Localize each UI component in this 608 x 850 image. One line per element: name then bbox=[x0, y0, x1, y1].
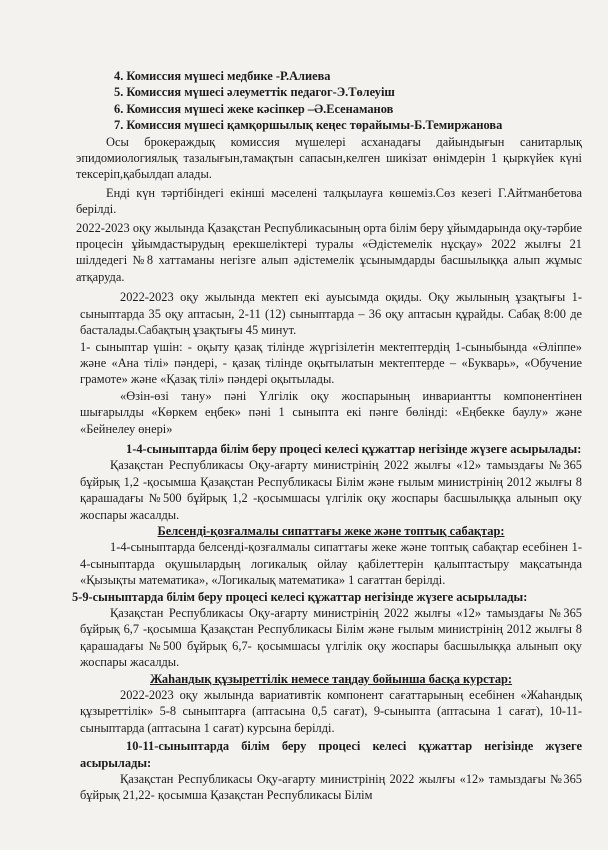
heading-global-competence: Жаһандық құзыреттілік немесе таңдау бойынша басқа курстар: bbox=[149, 671, 513, 686]
paragraph-self-knowledge: «Өзін-өзі тану» пәні Үлгілік оқу жоспарының инвариантты компонентінен шығарылды «Көркем еңбек» пәні 1 сыныпта екі пәнге бөлінді: «Еңбекке баулу» және «Бейнелеу өнері» bbox=[80, 388, 582, 436]
commission-line-7: 7. Комиссия мүшесі қамқоршылық кеңес төрайымы-Б.Темиржанова bbox=[114, 118, 503, 133]
paragraph-active-lessons: 1-4-сыныптарда белсенді-қозғалмалы сипаттағы жеке және топтық сабақтар есебінен 1-4-сыныптарда оқушылардың логикалық ойлау қабілеттерін қалыптастыру мақсатында «Қызықты математика», «Логикалық математика» 1 сағаттан берілді. bbox=[80, 540, 582, 588]
paragraph-methodical: 2022-2023 оқу жылында Қазақстан Республикасының орта білім беру ұйымдарында оқу-тәрбие процесін ұйымдастырудың ерекшеліктері туралы «Әдістемелік нұсқау» 2022 жылғы 21 шілдедегі №8 хаттаманы негізге алып әдістемелік ұсынымдарды басшылыққа алып жұмыс атқаруда. bbox=[76, 220, 582, 284]
heading-grades-5-9: 5-9-сыныптарда білім беру процесі келесі құжаттар негізінде жүзеге асырылады: bbox=[72, 589, 528, 604]
heading-active-lessons: Белсенді-қозғалмалы сипаттағы жеке және топтық сабақтар: bbox=[157, 523, 505, 538]
paragraph-grade1: 1- сыныптар үшін: - оқыту қазақ тілінде жүргізілетін мектептердің 1-сыныбында «Әліппе» және «Ана тілі» пәндері, - қазақ тілінде оқытылатын мектептерде – «Букварь», «Обучение грамоте» және «Қазақ тілі» пәндері оқытылады. bbox=[80, 339, 582, 387]
paragraph-order-5-9: Қазақстан Республикасы Оқу-ағарту министрінің 2022 жылғы «12» тамыздағы №365 бұйрық 6,7 -қосымша Қазақстан Республикасы Білім және ғылым министрінің 2012 жылғы 8 қарашадағы №500 бұйрық 6,7- қосымшасы үлгілік оқу жоспары басшылыққа алынып оқу жоспары жасалды. bbox=[80, 606, 582, 670]
paragraph-global-competence: 2022-2023 оқу жылында вариативтік компонент сағаттарының есебінен «Жаһандық құзыреттілік» 5-8 сыныптарға (аптасына 0,5 сағат), 9-сыныпта (аптасына 1 сағат), 10-11-сыныптарда (аптасына 1 сағат) курсына берілді. bbox=[80, 688, 582, 735]
commission-line-5: 5. Комиссия мүшесі әлеуметтік педагог-Э.Төлеуіш bbox=[114, 85, 395, 100]
commission-line-4: 4. Комиссия мүшесі медбике -Р.Алиева bbox=[114, 69, 331, 83]
heading-grades-1-4: 1-4-сыныптарда білім беру процесі келесі құжаттар негізінде жүзеге асырылады: bbox=[126, 441, 582, 456]
paragraph-shifts: 2022-2023 оқу жылында мектеп екі ауысымда оқиды. Оқу жылының ұзақтығы 1-сыныптарда 35 оқу аптасын, 2-11 (12) сыныптарда – 36 оқу аптасын құрайды. Сабақ 8:00 де басталады.Сабақтың ұзақтығы 45 минут. bbox=[80, 290, 582, 338]
paragraph-order-10-11: Қазақстан Республикасы Оқу-ағарту министрінің 2022 жылғы «12» тамыздағы №365 бұйрық 21,22- қосымша Қазақстан Республикасы Білім bbox=[80, 772, 582, 803]
paragraph-order-1-4: Қазақстан Республикасы Оқу-ағарту министрінің 2022 жылғы «12» тамыздағы №365 бұйрық 1,2 -қосымша Қазақстан Республикасы Білім және ғылым министрінің 2012 жылғы 8 қарашадағы №500 бұйрық 1,2 -қосымшасы үлгілік оқу жоспары басшылыққа алынып оқу жоспары жасалды. bbox=[80, 458, 582, 522]
commission-line-6: 6. Комиссия мүшесі жеке кәсіпкер –Ә.Есенаманов bbox=[114, 101, 394, 116]
paragraph-brokerage: Осы брокераждық комиссия мүшелері асханадағы дайындығын санитарлық эпидомиологиялық тазалығын,тамақтын сапасын,келген шикізат өнімдерін 1 қыркүйек күні тексеріп,қабылдап алады. bbox=[76, 134, 582, 182]
heading-grades-10-11: 10-11-сыныптарда білім беру процесі келесі құжаттар негізінде жүзеге асырылады: bbox=[80, 739, 582, 770]
paragraph-agenda: Енді күн тәртібіндегі екінші мәселені талқылауға көшеміз.Сөз кезегі Г.Айтманбетова берілді. bbox=[76, 185, 582, 217]
